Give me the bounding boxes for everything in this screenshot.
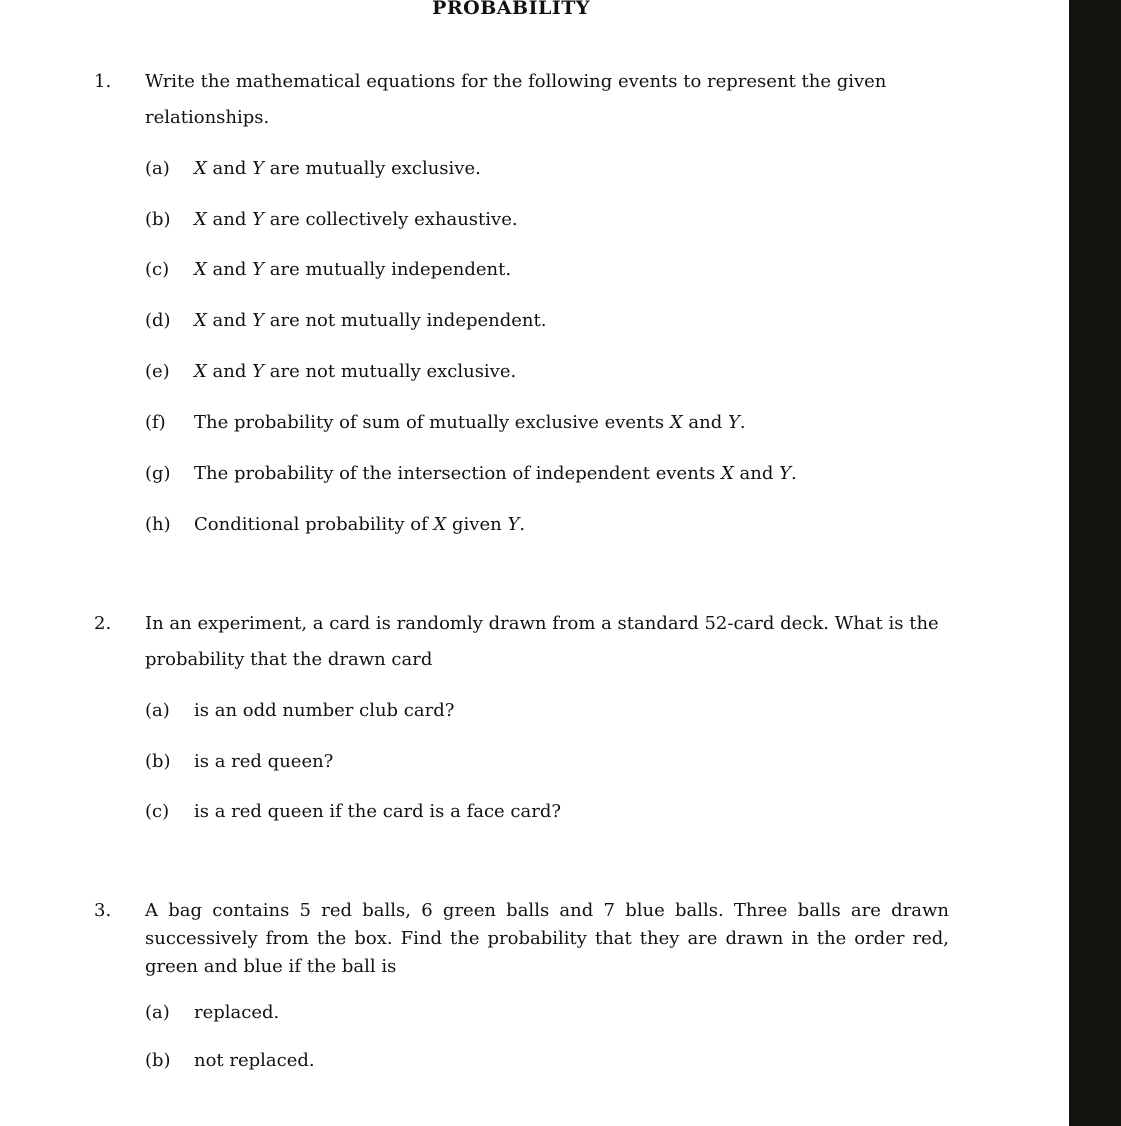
- q1-part-c-text: [194, 258, 994, 282]
- page-title: PROBABILITY: [432, 0, 590, 19]
- q3-part-b-label: (b): [145, 1050, 171, 1071]
- text-segment: and: [733, 463, 780, 484]
- q1-part-f-text: [194, 411, 994, 435]
- text-segment: is a red queen if the card is a face card?: [194, 801, 562, 822]
- question-3-number: 3.: [94, 900, 112, 921]
- question-1-number: 1.: [94, 71, 112, 92]
- math-variable: X: [194, 259, 207, 280]
- text-segment: given: [446, 514, 508, 535]
- question-2-number: 2.: [94, 613, 112, 634]
- q1-part-h-label: (h): [145, 514, 171, 535]
- q2-part-a-label: (a): [145, 700, 170, 721]
- text-segment: are not mutually independent.: [264, 310, 547, 331]
- text-segment: The probability of sum of mutually exclusive events: [194, 412, 670, 433]
- math-variable: X: [194, 310, 207, 331]
- q2-part-c-text: [194, 800, 994, 824]
- q1-part-c-label: (c): [145, 259, 170, 280]
- q1-part-e-label: (e): [145, 361, 170, 382]
- text-segment: and: [206, 361, 253, 382]
- q1-part-g-text: [194, 462, 994, 486]
- question-1-text: Write the mathematical equations for the following events to represent the given relationships.: [145, 71, 887, 128]
- text-segment: .: [519, 514, 526, 535]
- q3-part-b-text: [194, 1049, 994, 1073]
- text-segment: .: [739, 412, 746, 433]
- math-variable: X: [720, 463, 734, 484]
- q3-part-a-text: [194, 1001, 994, 1025]
- text-segment: The probability of the intersection of independent events: [194, 463, 721, 484]
- text-segment: Conditional probability of: [194, 514, 434, 535]
- q2-part-c-label: (c): [145, 801, 170, 822]
- q3-part-a-label: (a): [145, 1002, 170, 1023]
- text-segment: .: [791, 463, 797, 484]
- text-segment: and: [206, 259, 253, 280]
- text-segment: are mutually exclusive.: [264, 158, 481, 179]
- math-variable: X: [194, 361, 207, 382]
- q2-part-b-label: (b): [145, 751, 171, 772]
- text-segment: are not mutually exclusive.: [264, 361, 517, 382]
- math-variable: Y: [252, 209, 265, 230]
- math-variable: Y: [727, 412, 740, 433]
- text-segment: and: [206, 158, 253, 179]
- text-segment: is an odd number club card?: [194, 700, 455, 721]
- q1-part-f-label: (f): [145, 412, 166, 433]
- text-segment: replaced.: [194, 1002, 280, 1023]
- q1-part-a-label: (a): [145, 158, 170, 179]
- q2-part-b-text: [194, 750, 994, 774]
- question-2-text: In an experiment, a card is randomly drawn from a standard 52-card deck. What is the probability that the drawn card: [145, 613, 939, 670]
- math-variable: Y: [252, 158, 265, 179]
- math-variable: Y: [507, 514, 520, 535]
- q1-part-b-text: [194, 208, 994, 232]
- q2-part-a-text: [194, 699, 994, 723]
- q1-part-e-text: [194, 360, 994, 384]
- math-variable: Y: [779, 463, 791, 484]
- math-variable: X: [194, 158, 207, 179]
- q1-part-d-label: (d): [145, 310, 171, 331]
- text-segment: not replaced.: [194, 1050, 315, 1071]
- q1-part-d-text: [194, 309, 994, 333]
- math-variable: X: [433, 514, 447, 535]
- math-variable: X: [194, 209, 207, 230]
- question-3-text: A bag contains 5 red balls, 6 green balls and 7 blue balls. Three balls are drawn successively from the box. Find the probability that they are drawn in the order red, green and blue if the ball is: [145, 900, 949, 977]
- q1-part-b-label: (b): [145, 209, 171, 230]
- text-segment: and: [206, 310, 253, 331]
- text-segment: are mutually independent.: [264, 259, 512, 280]
- text-segment: is a red queen?: [194, 751, 334, 772]
- math-variable: Y: [252, 361, 265, 382]
- text-segment: and: [206, 209, 253, 230]
- math-variable: Y: [252, 310, 265, 331]
- text-segment: and: [682, 412, 728, 433]
- math-variable: Y: [252, 259, 265, 280]
- q1-part-a-text: [194, 157, 994, 181]
- q1-part-g-label: (g): [145, 463, 171, 484]
- math-variable: X: [669, 412, 683, 433]
- dark-side-band: [1069, 0, 1121, 1126]
- text-segment: are collectively exhaustive.: [264, 209, 518, 230]
- q1-part-h-text: [194, 513, 994, 537]
